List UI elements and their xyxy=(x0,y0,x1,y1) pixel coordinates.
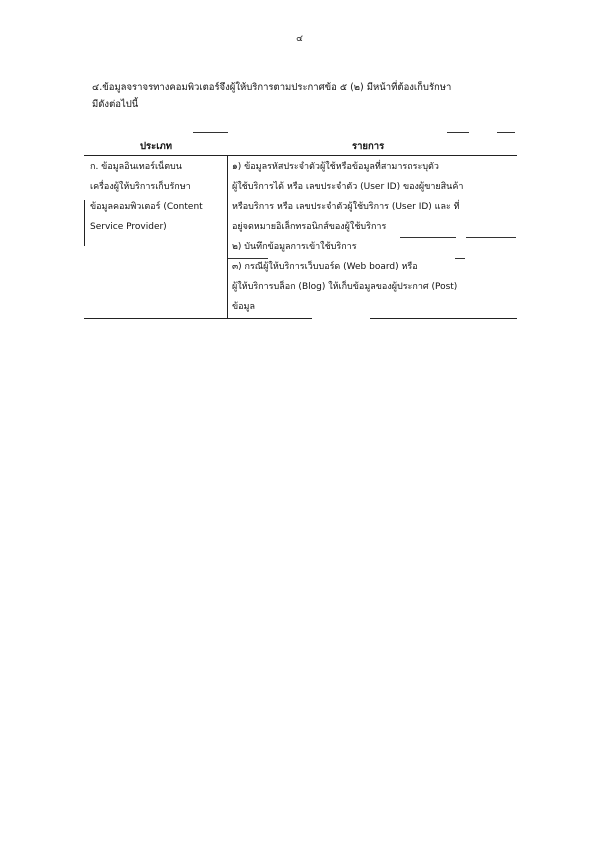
table-top-rule-fragment xyxy=(497,132,515,133)
type-line: Service Provider) xyxy=(90,222,167,232)
item-line: ๒) บันทึกข้อมูลการเข้าใช้บริการ xyxy=(232,242,357,252)
header-items: รายการ xyxy=(352,141,385,152)
item-line: ๓) กรณีผู้ให้บริการเว็บบอร์ด (Web board) หรือ xyxy=(232,262,418,272)
type-line: ข้อมูลคอมพิวเตอร์ (Content xyxy=(90,202,203,212)
type-line: เครื่องผู้ให้บริการเก็บรักษา xyxy=(90,182,191,192)
row-rule-fragment xyxy=(400,237,456,238)
item-line: ๑) ข้อมูลรหัสประจำตัวผู้ใช้หรือข้อมูลที่สามารถระบุตัว xyxy=(232,162,439,172)
table-top-rule-fragment xyxy=(447,132,469,133)
intro-line-1: ๔.ข้อมูลจราจรทางคอมพิวเตอร์จึงผู้ให้บริการตามประกาศข้อ ๕ (๒) มีหน้าที่ต้องเก็บรักษา xyxy=(92,82,452,93)
type-line: ก. ข้อมูลอินเทอร์เน็ตบน xyxy=(90,162,182,172)
type-cell xyxy=(90,157,224,237)
page-number: ๔ xyxy=(296,34,303,44)
row-rule-fragment xyxy=(228,258,268,259)
table-bottom-rule xyxy=(370,318,517,319)
item-line: ผู้ใช้บริการได้ หรือ เลขประจำตัว (User ID) ของผู้ขายสินค้า xyxy=(232,182,464,192)
item-line: อยู่จดหมายอิเล็กทรอนิกส์ของผู้ใช้บริการ xyxy=(232,222,387,232)
column-divider xyxy=(227,156,228,318)
table-bottom-rule xyxy=(84,318,312,319)
table-top-rule-fragment xyxy=(193,132,228,133)
intro-paragraph xyxy=(92,79,512,113)
left-margin-mark xyxy=(84,200,85,246)
header-divider xyxy=(84,155,517,156)
header-type: ประเภท xyxy=(140,141,173,152)
item-line: ข้อมูล xyxy=(232,302,256,312)
item-line: ผู้ให้บริการบล็อก (Blog) ให้เก็บข้อมูลของผู้ประกาศ (Post) xyxy=(232,282,458,292)
intro-line-2: มีดังต่อไปนี้ xyxy=(92,99,139,110)
row-rule-fragment xyxy=(455,258,465,259)
item-line: หรือบริการ หรือ เลขประจำตัวผู้ใช้บริการ (User ID) และ ที่ xyxy=(232,202,460,212)
row-rule-fragment xyxy=(466,237,516,238)
